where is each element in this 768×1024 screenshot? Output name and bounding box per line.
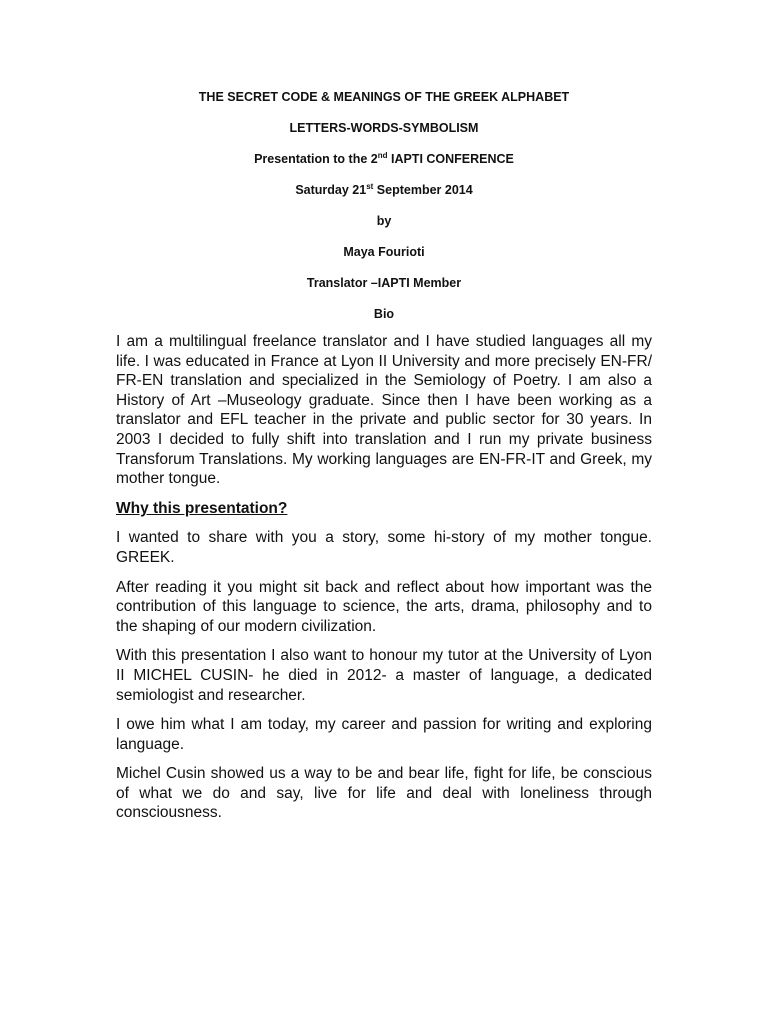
- presentation-ordinal-suffix: nd: [377, 151, 388, 160]
- date-prefix: Saturday 21: [295, 183, 367, 197]
- presentation-suffix: IAPTI CONFERENCE: [387, 152, 514, 166]
- author-role: Translator –IAPTI Member: [306, 276, 462, 290]
- date-suffix: September 2014: [373, 183, 473, 197]
- document-title: THE SECRET CODE & MEANINGS OF THE GREEK ALPHABET: [198, 90, 570, 104]
- body-paragraph: I wanted to share with you a story, some hi-story of my mother tongue. GREEK.: [116, 529, 652, 566]
- body-paragraph: After reading it you might sit back and reflect about how important was the contribution of this language to science, the arts, drama, philosophy and to the shaping of our modern civilization.: [116, 578, 652, 635]
- presentation-line: [0, 146, 768, 177]
- body-paragraph: Michel Cusin showed us a way to be and bear life, fight for life, be conscious of what we do and say, live for life and deal with loneliness through consciousness.: [116, 765, 652, 822]
- bio-label: Bio: [373, 307, 395, 321]
- date-ordinal-suffix: st: [366, 182, 374, 191]
- bio-paragraph: I am a multilingual freelance translator and I have studied languages all my life. I was educated in France at Lyon II University and more precisely EN-FR/ FR-EN translation and specialized in the Semiology of Poetry. I am also a History of Art –Museology graduate. Since then I have been working as a translator and EFL teacher in the private and public sector for 30 years. In 2003 I decided to fully shift into translation and I run my private business Transforum Translations. My working languages are EN-FR-IT and Greek, my mother tongue.: [116, 333, 652, 488]
- date-line: [0, 177, 768, 208]
- body-paragraph: With this presentation I also want to honour my tutor at the University of Lyon II MICHEL CUSIN- he died in 2012- a master of language, a dedicated semiologist and researcher.: [116, 647, 652, 704]
- document-subtitle: LETTERS-WORDS-SYMBOLISM: [289, 121, 479, 135]
- presentation-prefix: Presentation to the 2: [254, 152, 378, 166]
- author-name: Maya Fourioti: [343, 245, 425, 259]
- title-block: [0, 84, 768, 332]
- body-paragraph: I owe him what I am today, my career and passion for writing and exploring language.: [116, 716, 652, 753]
- document-body: [116, 332, 652, 833]
- by-line: by: [376, 214, 392, 228]
- section-heading: Why this presentation?: [116, 499, 288, 517]
